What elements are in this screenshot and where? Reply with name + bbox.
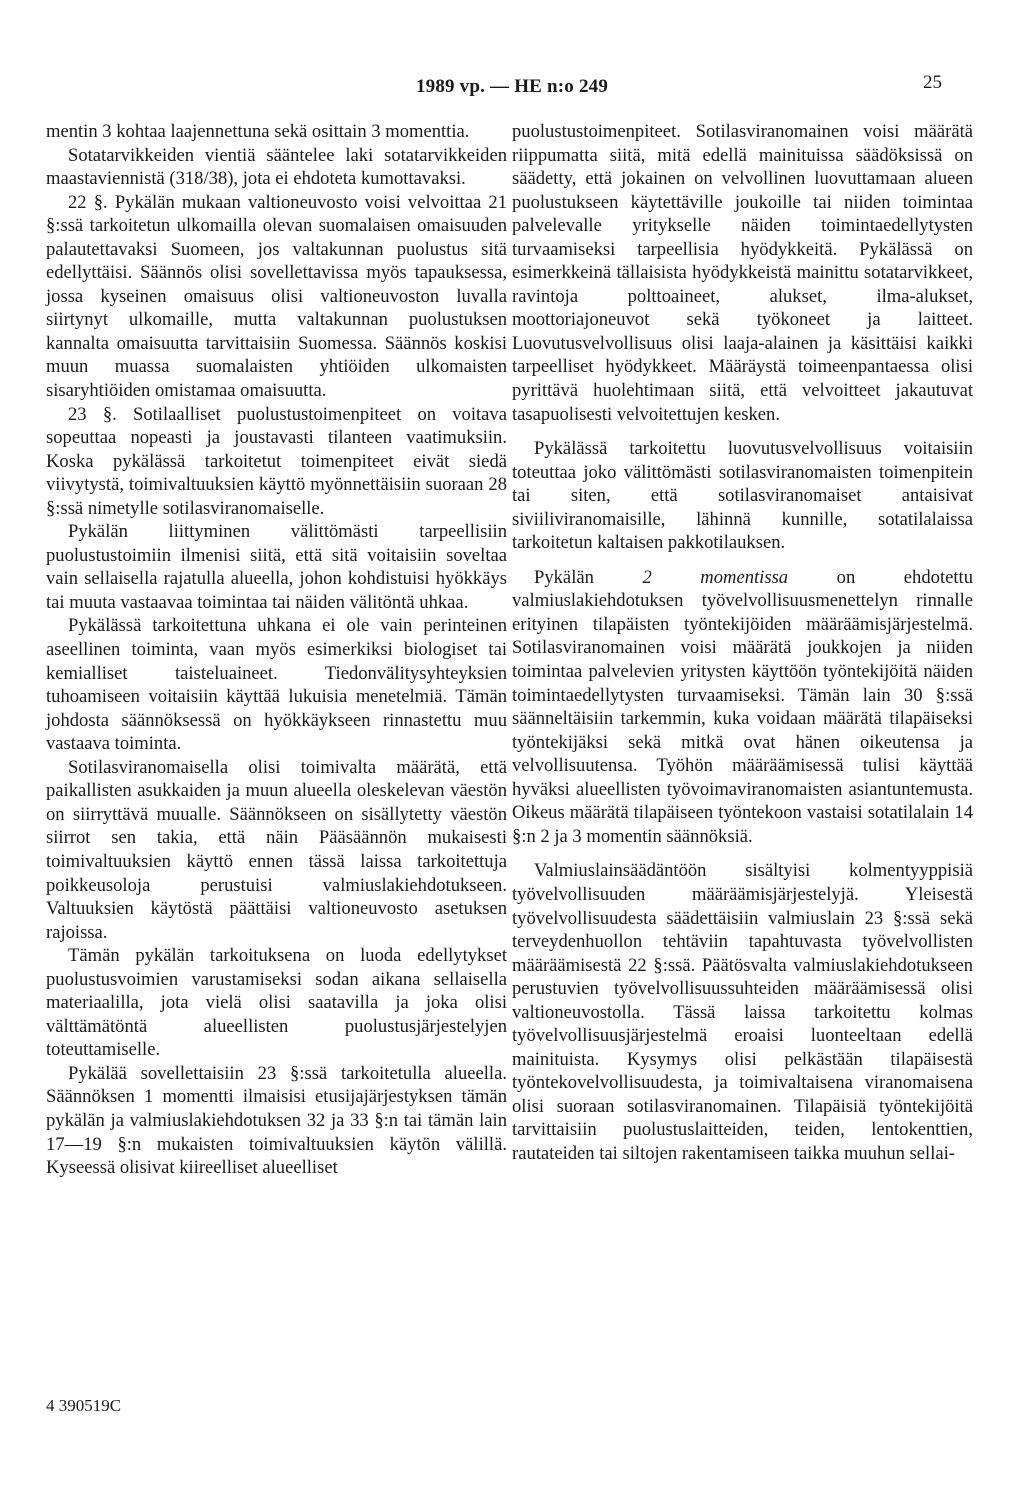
- paragraph: 22 §. Pykälän mukaan valtioneuvosto voisi velvoittaa 21 §:ssä tarkoitetun ulkomailla olevan suomalaisen omaisuuden palautettavaksi Suomeen, jos valtakunnan puolustus sitä edellyttäisi. Säännös olisi sovellettavissa myös tapauksessa, jossa kyseinen omaisuus olisi valtioneuvoston luvalla siirtynyt ulkomaille, mutta valtakunnan puolustuksen kannalta omaisuutta tarvittaisiin Suomessa. Säännös koskisi muun muassa suomalaisten yhtiöiden ulkomaisten sisaryhtiöiden omistamaa omaisuutta.: [46, 191, 507, 402]
- page-number: 25: [923, 72, 942, 93]
- paragraph: Pykälän 2 momentissa on ehdotettu valmiuslakiehdotuksen työvelvollisuusmenettelyn rinnalle erityinen tilapäisten työntekijöiden määräämisjärjestelmä. Sotilasviranomainen voisi määrätä joukkojen ja niiden toimintaa palvelevien yritysten käyttöön työntekijöitä näiden toimintaedellytysten turvaamiseksi. Tämän lain 30 §:ssä säänneltäisiin tarkemmin, kuka voidaan määrätä tilapäiseksi työntekijäksi sekä mitkä ovat hänen oikeutensa ja velvollisuutensa. Työhön määräämisessä tulisi käyttää hyväksi alueellisten työvoimaviranomaisten asiantuntemusta. Oikeus määrätä tilapäiseen työntekoon vastaisi sotatilalain 14 §:n 2 ja 3 momentin säännöksiä.: [512, 566, 973, 847]
- paragraph: 23 §. Sotilaalliset puolustustoimenpiteet on voitava sopeuttaa nopeasti ja joustavasti tilanteen vaatimuksiin. Koska pykälässä tarkoitetut toimenpiteet eivät siedä viivytystä, toimivaltuuksien käyttö myönnettäisiin suoraan 28 §:ssä nimetylle sotilasviranomaiselle.: [46, 403, 507, 519]
- paragraph: Sotatarvikkeiden vientiä sääntelee laki sotatarvikkeiden maastaviennistä (318/38), jota ei ehdoteta kumottavaksi.: [46, 144, 507, 190]
- paragraph: Valmiuslainsäädäntöön sisältyisi kolmentyyppisiä työvelvollisuuden määräämisjärjestelyjä. Yleisestä työvelvollisuudesta säädettäisiin valmiuslain 23 §:ssä sekä terveydenhuollon tehtäviin tapahtuvasta työvelvollisten määräämisestä 22 §:ssä. Päätösvalta valmiuslakiehdotukseen perustuvien työvelvollisuussuhteiden määräämisessä olisi valtioneuvostolla. Tässä laissa tarkoitettu kolmas työvelvollisuusjärjestelmä eroaisi luonteeltaan edellä mainituista. Kysymys olisi pelkästään tilapäisestä työntekovelvollisuudesta, ja toimivaltaisena viranomaisena olisi suoraan sotilasviranomainen. Tilapäisiä työntekijöitä tarvittaisiin puolustuslaitteiden, teiden, lentokenttien, rautateiden tai siltojen rakentamiseen taikka muuhun sellai-: [512, 860, 973, 1164]
- paragraph: mentin 3 kohtaa laajennettuna sekä osittain 3 momenttia.: [46, 121, 470, 142]
- right-column: [512, 120, 973, 1166]
- paragraph: Pykälää sovellettaisiin 23 §:ssä tarkoitetulla alueella. Säännöksen 1 momentti ilmaisisi etusijajärjestyksen tämän pykälän ja valmiuslakiehdotuksen 32 ja 33 §:n tai tämän lain 17—19 §:n mukaisten toimivaltuuksien käytön välillä. Kyseessä olisivat kiireelliset alueelliset: [46, 1062, 507, 1179]
- paragraph: Tämän pykälän tarkoituksena on luoda edellytykset puolustusvoimien varustamiseksi sodan aikana sellaisella materiaalilla, jota vielä olisi saatavilla ja joka olisi välttämätöntä alueellisten puolustusjärjestelyjen toteuttamiselle.: [46, 945, 507, 1061]
- paragraph: Pykälässä tarkoitettuna uhkana ei ole vain perinteinen aseellinen toiminta, vaan myös esimerkiksi biologiset tai kemialliset taisteluaineet. Tiedonvälitysyhteyksien tuhoamiseen voitaisiin käyttää lukuisia menetelmiä. Tämän johdosta säännöksessä on hyökkäykseen rinnastettu muu vastaava toiminta.: [46, 615, 507, 755]
- paragraph: Sotilasviranomaisella olisi toimivalta määrätä, että paikallisten asukkaiden ja muun alueella oleskelevan väestön on siirryttävä muualle. Säännökseen on sisällytetty väestön siirrot sen takia, että näin Pääsäännön mukaisesti toimivaltuuksien käyttö ennen tässä laissa tarkoitettuja poikkeusoloja perustuisi valmiuslakiehdotukseen. Valtuuksien käytöstä päättäisi valtioneuvosto asetuksen rajoissa.: [46, 756, 507, 943]
- left-column: [46, 120, 507, 1180]
- print-code: 4 390519C: [46, 1396, 122, 1415]
- paragraph: Pykälässä tarkoitettu luovutusvelvollisuus voitaisiin toteuttaa joko välittömästi sotilasviranomaisten toimenpitein tai siten, että sotilasviranomaiset antaisivat siviiliviranomaisille, lähinnä kunnille, sotatilalaissa tarkoitetun kaltaisen pakkotilauksen.: [512, 438, 973, 554]
- paragraph: Pykälän liittyminen välittömästi tarpeellisiin puolustustoimiin ilmenisi siitä, että sitä voitaisiin soveltaa vain sellaisella rajatulla alueella, johon kohdistuisi hyökkäys tai muuta vastaavaa toimintaa tai näiden välitöntä uhkaa.: [46, 521, 507, 613]
- paragraph: puolustustoimenpiteet. Sotilasviranomainen voisi määrätä riippumatta siitä, mitä edellä mainituissa säädöksissä on säädetty, että jokainen on velvollinen luovuttamaan alueen puolustukseen käytettäville joukoille tai niiden toimintaa palvelevalle yritykselle näiden toimintaedellytysten turvaamiseksi tarpeellisia hyödykkeitä. Pykälässä on esimerkkeinä tällaisista hyödykkeistä mainittu sotatarvikkeet, ravintoja polttoaineet, alukset, ilma-alukset, moottoriajoneuvot sekä työkoneet ja laitteet. Luovutusvelvollisuus olisi laaja-alainen ja käsittäisi kaikki tarpeelliset hyödykkeet. Määräystä toimeenpantaessa olisi pyrittävä huolehtimaan siitä, että velvoitteet jakautuvat tasapuolisesti velvoitettujen kesken.: [512, 121, 973, 425]
- document-reference: 1989 vp. — HE n:o 249: [415, 76, 609, 97]
